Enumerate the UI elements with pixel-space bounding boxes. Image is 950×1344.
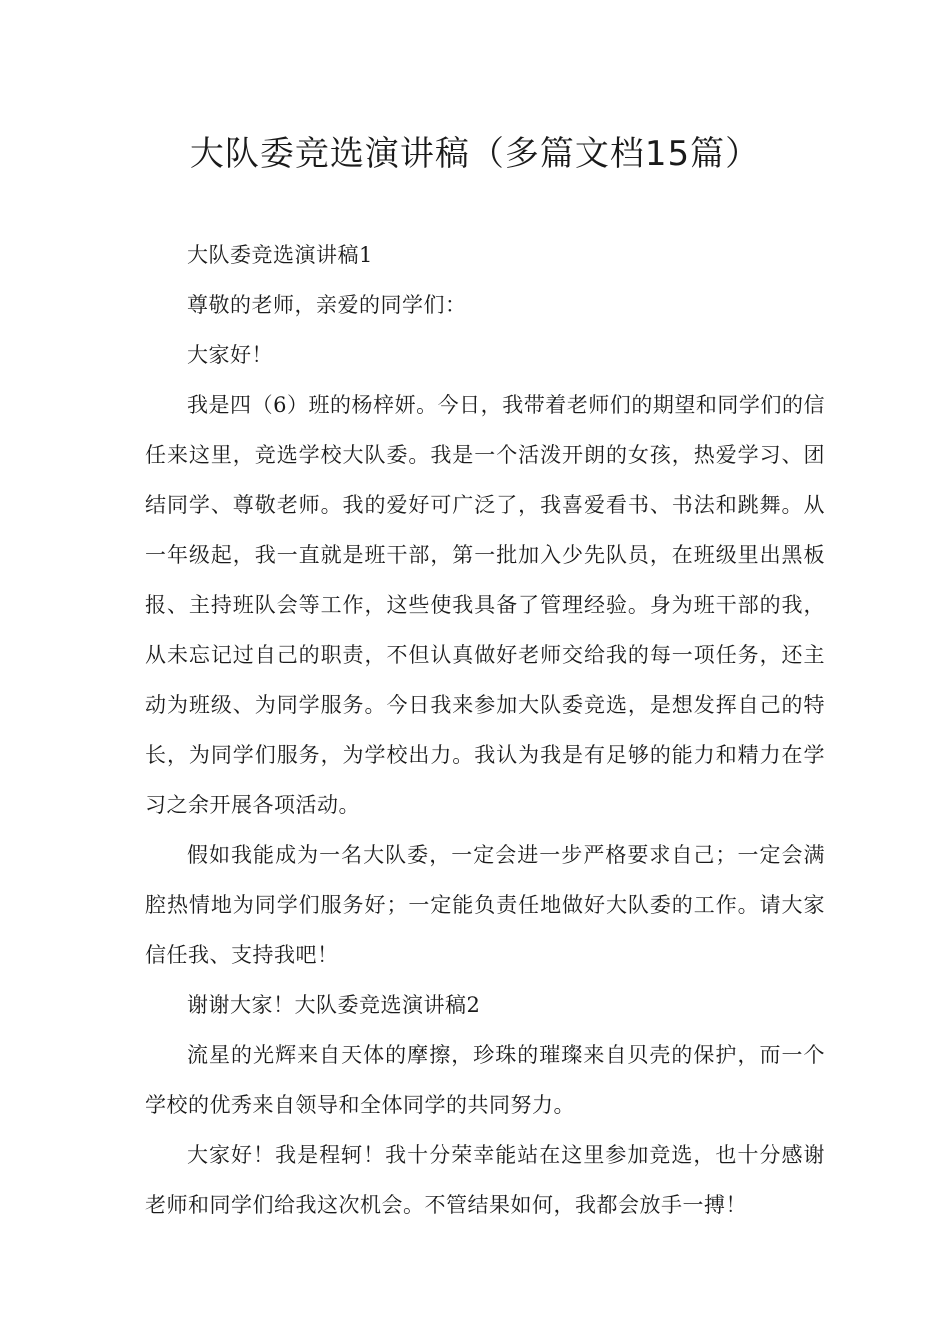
closing-and-section-heading-2: 谢谢大家！大队委竞选演讲稿2	[187, 993, 481, 1017]
body-paragraph: 我是四（6）班的杨梓妍。今日，我带着老师们的期望和同学们的信任来这里，竞选学校大队委。我是一个活泼开朗的女孩，热爱学习、团结同学、尊敬老师。我的爱好可广泛了，我喜爱看书、书法和跳舞。从一年级起，我一直就是班干部，第一批加入少先队员，在班级里出黑板报、主持班队会等工作，这些使我具备了管理经验。身为班干部的我，从未忘记过自己的职责，不但认真做好老师交给我的每一项任务，还主动为班级、为同学服务。今日我来参加大队委竞选，是想发挥自己的特长，为同学们服务，为学校出力。我认为我是有足够的能力和精力在学习之余开展各项活动。	[145, 393, 825, 817]
document-body	[145, 230, 825, 1230]
greeting: 大家好！	[187, 343, 273, 367]
section-heading-1: 大队委竞选演讲稿1	[187, 243, 373, 267]
body-paragraph: 大家好！我是程轲！我十分荣幸能站在这里参加竞选，也十分感谢老师和同学们给我这次机会。不管结果如何，我都会放手一搏！	[145, 1143, 825, 1217]
document-title: 大队委竞选演讲稿（多篇文档15篇）	[189, 134, 761, 174]
body-paragraph: 假如我能成为一名大队委，一定会进一步严格要求自己；一定会满腔热情地为同学们服务好；一定能负责任地做好大队委的工作。请大家信任我、支持我吧！	[145, 843, 825, 967]
body-paragraph: 流星的光辉来自天体的摩擦，珍珠的璀璨来自贝壳的保护，而一个学校的优秀来自领导和全体同学的共同努力。	[145, 1043, 825, 1117]
salutation: 尊敬的老师，亲爱的同学们：	[187, 293, 467, 317]
